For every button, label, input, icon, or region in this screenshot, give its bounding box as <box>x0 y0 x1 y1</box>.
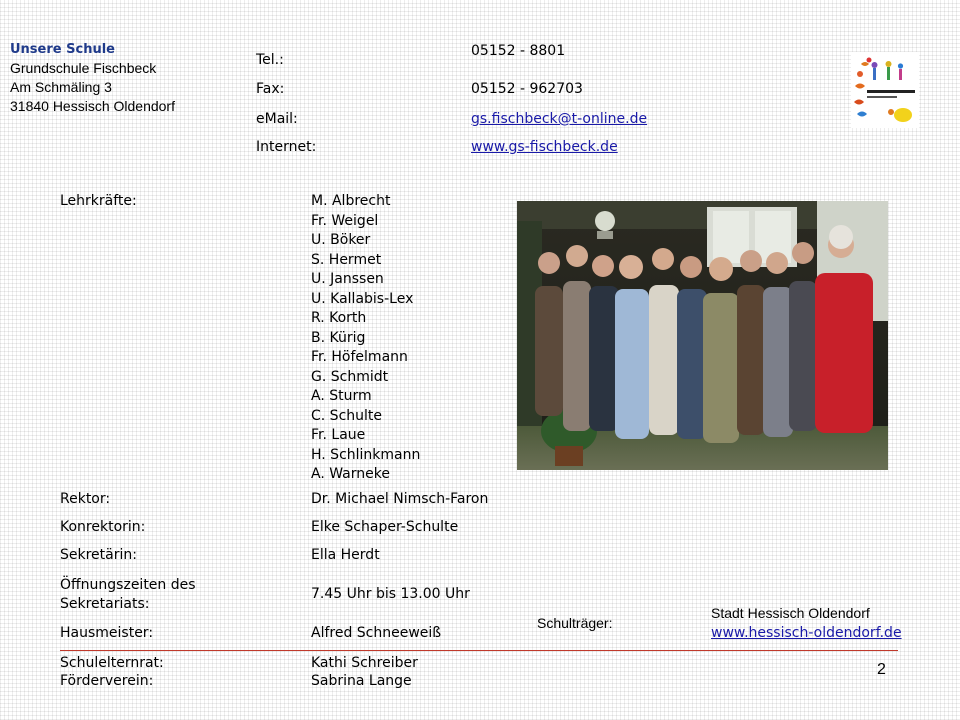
fax-label: Fax: <box>256 81 285 97</box>
school-logo <box>851 52 919 128</box>
tel-value: 05152 - 8801 <box>471 43 566 59</box>
school-logo-graphic <box>851 52 919 128</box>
hours-label <box>60 576 196 614</box>
divider-line <box>60 650 898 651</box>
website-link[interactable]: www.gs-fischbeck.de <box>471 139 618 155</box>
teacher-name: A. Sturm <box>311 388 372 404</box>
school-name: Grundschule Fischbeck <box>10 60 157 76</box>
page-number: 2 <box>877 661 886 678</box>
hours-value: 7.45 Uhr bis 13.00 Uhr <box>311 586 470 602</box>
teacher-name: U. Böker <box>311 232 371 248</box>
teacher-name: C. Schulte <box>311 407 382 424</box>
hours-label-line1: Öffnungszeiten des <box>60 577 196 593</box>
traeger-name: Stadt Hessisch Oldendorf <box>711 605 870 621</box>
school-heading: Unsere Schule <box>10 42 115 57</box>
school-city: 31840 Hessisch Oldendorf <box>10 98 175 114</box>
elternrat-label: Schulelternrat: <box>60 655 164 671</box>
fax-value: 05152 - 962703 <box>471 81 583 97</box>
staff-group-photo-graphic <box>517 201 888 470</box>
foerderverein-label: Förderverein: <box>60 673 154 689</box>
teacher-name: Fr. Laue <box>311 427 366 443</box>
teacher-name: U. Janssen <box>311 271 384 287</box>
sekretaerin-label: Sekretärin: <box>60 547 137 563</box>
konrektor-label: Konrektorin: <box>60 519 146 535</box>
teacher-name: A. Warneke <box>311 466 390 482</box>
staff-group-photo <box>517 201 888 470</box>
foerderverein-value: Sabrina Lange <box>311 673 412 689</box>
traeger-website-link[interactable]: www.hessisch-oldendorf.de <box>711 625 902 641</box>
konrektor-value: Elke Schaper-Schulte <box>311 519 459 535</box>
traeger-label: Schulträger: <box>537 615 613 631</box>
email-link[interactable]: gs.fischbeck@t-online.de <box>471 111 648 127</box>
teacher-name: R. Korth <box>311 310 367 326</box>
teacher-name: G. Schmidt <box>311 368 389 385</box>
rektor-label: Rektor: <box>60 491 111 507</box>
teacher-name: Fr. Weigel <box>311 212 379 229</box>
teachers-list <box>311 192 420 485</box>
teacher-name: U. Kallabis-Lex <box>311 290 414 307</box>
teacher-name: Fr. Höfelmann <box>311 349 408 365</box>
school-street: Am Schmäling 3 <box>10 79 112 95</box>
hausmeister-label: Hausmeister: <box>60 625 154 641</box>
internet-label: Internet: <box>256 139 317 155</box>
rektor-value: Dr. Michael Nimsch-Faron <box>311 491 489 507</box>
email-label: eMail: <box>256 111 298 127</box>
elternrat-value: Kathi Schreiber <box>311 655 418 671</box>
tel-label: Tel.: <box>256 52 284 68</box>
teacher-name: M. Albrecht <box>311 193 391 209</box>
teacher-name: H. Schlinkmann <box>311 446 421 463</box>
sekretaerin-value: Ella Herdt <box>311 547 380 563</box>
hausmeister-value: Alfred Schneeweiß <box>311 625 442 641</box>
hours-label-line2: Sekretariats: <box>60 596 150 612</box>
teacher-name: B. Kürig <box>311 329 366 346</box>
teacher-name: S. Hermet <box>311 251 382 268</box>
school-address-block <box>10 40 175 116</box>
teachers-label: Lehrkräfte: <box>60 193 137 209</box>
